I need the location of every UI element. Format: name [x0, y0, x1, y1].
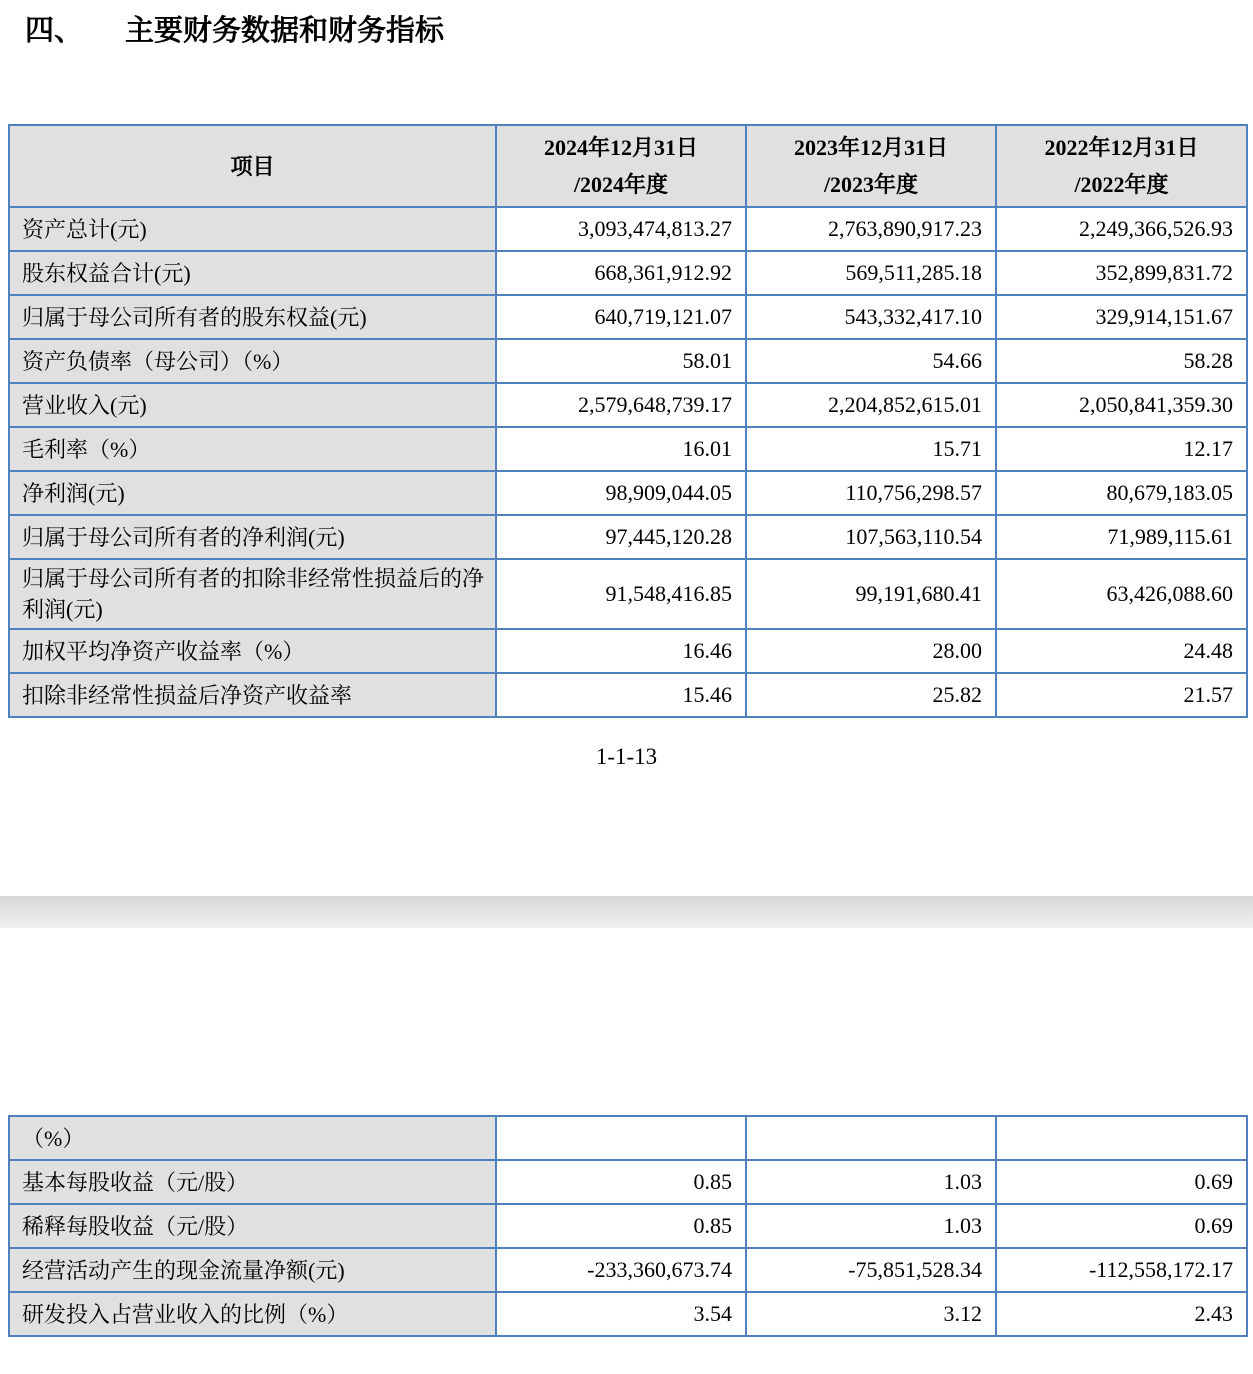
row-label: 营业收入(元): [9, 383, 496, 427]
row-value: 110,756,298.57: [746, 471, 996, 515]
row-value: -75,851,528.34: [746, 1248, 996, 1292]
table-row: [9, 471, 1247, 515]
column-header-2024: [496, 125, 746, 207]
row-label: 研发投入占营业收入的比例（%）: [9, 1292, 496, 1336]
section-number: 四、: [25, 15, 84, 47]
row-value: 329,914,151.67: [996, 295, 1247, 339]
row-label: 毛利率（%）: [9, 427, 496, 471]
column-header-line2: /2022年度: [1074, 172, 1169, 197]
column-header-line2: /2024年度: [573, 172, 669, 197]
row-value: 99,191,680.41: [746, 559, 996, 629]
table-row: [9, 339, 1247, 383]
table-row: [9, 559, 1247, 629]
table-row: [9, 207, 1247, 251]
table-row: [9, 251, 1247, 295]
row-value: 91,548,416.85: [496, 559, 746, 629]
row-label: 稀释每股收益（元/股）: [9, 1204, 496, 1248]
row-value: 352,899,831.72: [996, 251, 1247, 295]
row-value: 98,909,044.05: [496, 471, 746, 515]
row-value: 3.12: [746, 1292, 996, 1336]
page-number: 1-1-13: [595, 744, 658, 769]
column-header-2023: [746, 125, 996, 207]
financial-table-body: [9, 207, 1247, 717]
row-value: 16.46: [496, 629, 746, 673]
table-row: [9, 1116, 1247, 1160]
row-label: 经营活动产生的现金流量净额(元): [9, 1248, 496, 1292]
row-value: 2,050,841,359.30: [996, 383, 1247, 427]
row-label: 归属于母公司所有者的股东权益(元): [9, 295, 496, 339]
row-label: 股东权益合计(元): [9, 251, 496, 295]
row-value: 54.66: [746, 339, 996, 383]
table-row: [9, 427, 1247, 471]
row-value: 2,763,890,917.23: [746, 207, 996, 251]
table-row: [9, 295, 1247, 339]
row-value: 107,563,110.54: [746, 515, 996, 559]
row-label: 加权平均净资产收益率（%）: [9, 629, 496, 673]
document-page: [0, 14, 1253, 1337]
row-value: 640,719,121.07: [496, 295, 746, 339]
row-value: 0.69: [996, 1204, 1247, 1248]
row-value: 25.82: [746, 673, 996, 717]
row-value: 15.46: [496, 673, 746, 717]
page-separator-bar: [0, 896, 1253, 928]
table-row: [9, 1160, 1247, 1204]
row-value: 71,989,115.61: [996, 515, 1247, 559]
row-value: -112,558,172.17: [996, 1248, 1247, 1292]
row-value: 2,579,648,739.17: [496, 383, 746, 427]
row-value: 569,511,285.18: [746, 251, 996, 295]
table-row: [9, 383, 1247, 427]
column-header-item: 项目: [9, 125, 496, 207]
row-value: 3.54: [496, 1292, 746, 1336]
row-value: 58.28: [996, 339, 1247, 383]
row-label: 归属于母公司所有者的净利润(元): [9, 515, 496, 559]
row-label: 归属于母公司所有者的扣除非经常性损益后的净利润(元): [9, 559, 496, 629]
row-value: 668,361,912.92: [496, 251, 746, 295]
row-value: [746, 1116, 996, 1160]
row-value: 2,249,366,526.93: [996, 207, 1247, 251]
table-row: [9, 629, 1247, 673]
financial-table-main: [8, 124, 1248, 718]
column-header-line2: /2023年度: [823, 172, 919, 197]
row-label: 资产总计(元): [9, 207, 496, 251]
row-value: 2,204,852,615.01: [746, 383, 996, 427]
row-label: 基本每股收益（元/股）: [9, 1160, 496, 1204]
row-value: 58.01: [496, 339, 746, 383]
table-row: [9, 1292, 1247, 1336]
table-header-row: [9, 125, 1247, 207]
column-header-line1: 2023年12月31日: [793, 135, 948, 160]
row-value: 24.48: [996, 629, 1247, 673]
financial-table-continued-body: [9, 1116, 1247, 1336]
section-heading: 主要财务数据和财务指标: [125, 15, 445, 47]
table-row: [9, 1248, 1247, 1292]
row-value: 1.03: [746, 1160, 996, 1204]
row-value: 15.71: [746, 427, 996, 471]
column-header-line1: 2022年12月31日: [1044, 135, 1199, 160]
row-value: [996, 1116, 1247, 1160]
row-value: 3,093,474,813.27: [496, 207, 746, 251]
row-value: 543,332,417.10: [746, 295, 996, 339]
row-value: 0.85: [496, 1160, 746, 1204]
table-row: [9, 1204, 1247, 1248]
row-value: 12.17: [996, 427, 1247, 471]
row-value: 80,679,183.05: [996, 471, 1247, 515]
row-value: 97,445,120.28: [496, 515, 746, 559]
column-header-2022: [996, 125, 1247, 207]
row-value: 1.03: [746, 1204, 996, 1248]
row-value: 0.85: [496, 1204, 746, 1248]
row-label: 净利润(元): [9, 471, 496, 515]
row-label: 资产负债率（母公司）（%）: [9, 339, 496, 383]
table-row: [9, 673, 1247, 717]
row-value: [496, 1116, 746, 1160]
row-value: 63,426,088.60: [996, 559, 1247, 629]
row-value: 28.00: [746, 629, 996, 673]
table-row: [9, 515, 1247, 559]
row-value: 16.01: [496, 427, 746, 471]
row-value: -233,360,673.74: [496, 1248, 746, 1292]
financial-table-continued: [8, 1115, 1248, 1337]
row-value: 2.43: [996, 1292, 1247, 1336]
row-label: 扣除非经常性损益后净资产收益率: [9, 673, 496, 717]
section-title: [25, 14, 1253, 48]
row-value: 21.57: [996, 673, 1247, 717]
row-label: （%）: [9, 1116, 496, 1160]
row-value: 0.69: [996, 1160, 1247, 1204]
column-header-line1: 2024年12月31日: [543, 135, 698, 160]
